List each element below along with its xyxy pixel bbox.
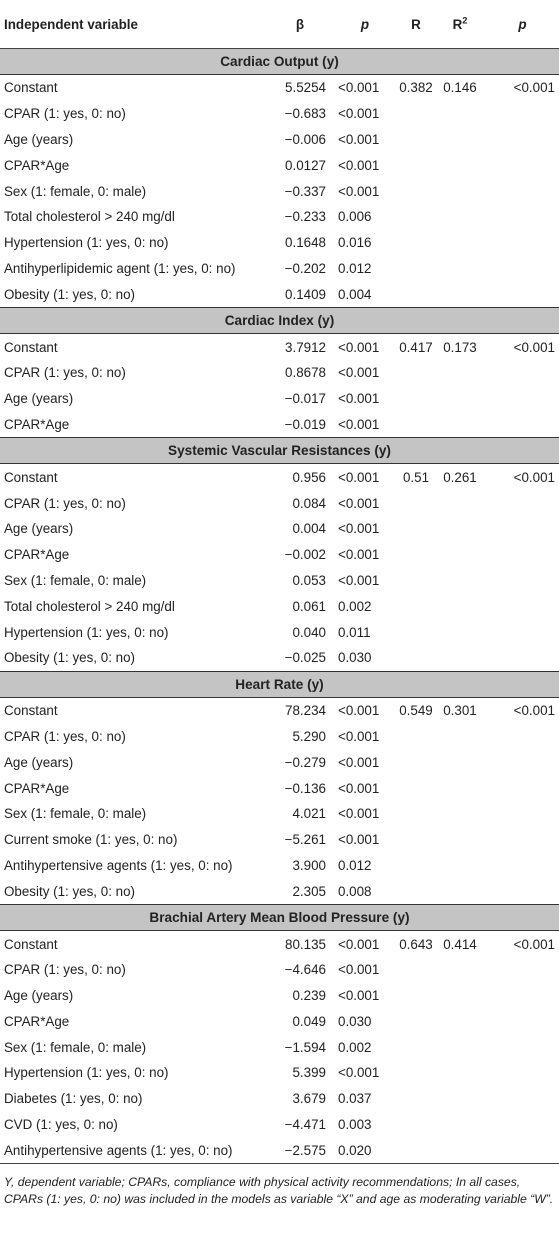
r-cell: [398, 1034, 434, 1060]
beta-cell: 3.679: [292, 1091, 326, 1107]
variable-cell: CPAR (1: yes, 0: no): [4, 365, 126, 381]
beta-cell: 0.1648: [285, 235, 326, 251]
model-p-cell: [486, 490, 559, 516]
r-squared-cell: 0.301: [443, 703, 477, 719]
p-value-cell: <0.001: [338, 988, 380, 1004]
table-row: [0, 983, 559, 1009]
header-independent-variable: Independent variable: [0, 0, 268, 49]
model-p-cell: [486, 1112, 559, 1138]
variable-cell: Antihypertensive agents (1: yes, 0: no): [4, 857, 233, 873]
variable-cell: Diabetes (1: yes, 0: no): [4, 1091, 143, 1107]
model-p-cell: [486, 645, 559, 671]
r-squared-cell: 0.414: [443, 936, 477, 952]
p-value-cell: <0.001: [338, 495, 380, 511]
header-model-p: p: [486, 0, 559, 49]
r-cell: [398, 281, 434, 307]
model-p-cell: [486, 256, 559, 282]
beta-cell: 3.7912: [285, 339, 326, 355]
section-header-row: [0, 905, 559, 931]
variable-cell: Sex (1: female, 0: male): [4, 183, 147, 199]
model-p-cell: [486, 230, 559, 256]
table-row: [0, 334, 559, 360]
table-row: [0, 1034, 559, 1060]
variable-cell: CVD (1: yes, 0: no): [4, 1117, 118, 1133]
model-p-cell: [486, 360, 559, 386]
table-row: [0, 412, 559, 438]
variable-cell: Total cholesterol > 240 mg/dl: [4, 598, 175, 614]
r-squared-cell: [434, 801, 486, 827]
model-p-cell: <0.001: [513, 936, 555, 952]
variable-cell: Obesity (1: yes, 0: no): [4, 286, 135, 302]
table-row: [0, 749, 559, 775]
table-row: [0, 386, 559, 412]
model-p-cell: <0.001: [513, 339, 555, 355]
r-cell: [398, 1060, 434, 1086]
variable-cell: CPAR*Age: [4, 1013, 70, 1029]
r-cell: [398, 957, 434, 983]
r-squared-cell: [434, 593, 486, 619]
model-p-cell: [486, 386, 559, 412]
beta-cell: 3.900: [292, 857, 326, 873]
model-p-cell: [486, 749, 559, 775]
variable-cell: CPAR*Age: [4, 547, 70, 563]
table-row: [0, 775, 559, 801]
r-squared-cell: [434, 412, 486, 438]
r-cell: [398, 360, 434, 386]
table-row: [0, 152, 559, 178]
r-cell: [398, 568, 434, 594]
model-p-cell: [486, 412, 559, 438]
table-row: [0, 1137, 559, 1163]
table-row: [0, 853, 559, 879]
beta-cell: −0.019: [284, 416, 326, 432]
r-cell: [398, 749, 434, 775]
r-cell: [398, 878, 434, 904]
header-beta: β: [268, 0, 332, 49]
r-squared-cell: [434, 1060, 486, 1086]
model-p-cell: [486, 101, 559, 127]
table-row: [0, 127, 559, 153]
model-p-cell: <0.001: [513, 469, 555, 485]
p-value-cell: 0.037: [338, 1091, 372, 1107]
beta-cell: 0.956: [292, 469, 326, 485]
table-header: [0, 0, 559, 49]
beta-cell: 80.135: [285, 936, 326, 952]
table-row: [0, 593, 559, 619]
variable-cell: Antihypertensive agents (1: yes, 0: no): [0, 1137, 268, 1163]
r-squared-cell: [434, 152, 486, 178]
r-cell: [398, 542, 434, 568]
model-p-cell: [486, 593, 559, 619]
model-p-cell: [486, 542, 559, 568]
variable-cell: Hypertension (1: yes, 0: no): [4, 624, 169, 640]
variable-cell: Constant: [4, 936, 58, 952]
p-value-cell: <0.001: [338, 936, 380, 952]
model-p-cell: [486, 1034, 559, 1060]
p-value-cell: <0.001: [338, 806, 380, 822]
section-title: Brachial Artery Mean Blood Pressure (y): [0, 905, 559, 931]
variable-cell: Antihyperlipidemic agent (1: yes, 0: no): [4, 260, 236, 276]
model-p-cell: [486, 1060, 559, 1086]
table-row: [0, 645, 559, 671]
r-squared-cell: [434, 178, 486, 204]
table-row: [0, 801, 559, 827]
r-cell: [398, 204, 434, 230]
model-p-cell: [486, 1086, 559, 1112]
r-cell: [398, 412, 434, 438]
table-row: [0, 490, 559, 516]
model-p-cell: [486, 568, 559, 594]
r-squared-cell: [434, 542, 486, 568]
table-row: [0, 516, 559, 542]
model-p-cell: [486, 127, 559, 153]
r-cell: [398, 516, 434, 542]
r-squared-cell: [434, 724, 486, 750]
r-squared-cell: 0.261: [443, 469, 477, 485]
p-value-cell: 0.008: [338, 883, 372, 899]
model-p-cell: [486, 801, 559, 827]
section-title: Heart Rate (y): [0, 671, 559, 697]
beta-cell: 0.0127: [285, 157, 326, 173]
variable-cell: Obesity (1: yes, 0: no): [4, 883, 135, 899]
r-cell: [398, 152, 434, 178]
variable-cell: Constant: [4, 703, 58, 719]
r-cell: [398, 490, 434, 516]
variable-cell: CPAR (1: yes, 0: no): [4, 495, 126, 511]
model-p-cell: [486, 281, 559, 307]
r-cell: 0.382: [399, 80, 433, 96]
r-cell: [398, 801, 434, 827]
beta-cell: −0.017: [284, 391, 326, 407]
variable-cell: Age (years): [4, 131, 74, 147]
section-header-row: [0, 438, 559, 464]
beta-cell: 0.053: [292, 572, 326, 588]
p-value-cell: 0.030: [338, 650, 372, 666]
p-value-cell: <0.001: [338, 183, 380, 199]
p-value-cell: <0.001: [338, 131, 380, 147]
r-squared-cell: [434, 490, 486, 516]
r-squared-cell: [434, 827, 486, 853]
p-value-cell: 0.012: [338, 857, 372, 873]
model-p-cell: [486, 204, 559, 230]
beta-cell: −1.594: [284, 1039, 326, 1055]
model-p-cell: [486, 516, 559, 542]
beta-cell: 0.084: [292, 495, 326, 511]
table-row: [0, 75, 559, 101]
beta-cell: 0.004: [292, 521, 326, 537]
r-cell: [398, 645, 434, 671]
r-squared-cell: [434, 853, 486, 879]
p-value-cell: 0.002: [338, 1039, 372, 1055]
variable-cell: Age (years): [4, 521, 74, 537]
r-squared-cell: [434, 256, 486, 282]
variable-cell: Current smoke (1: yes, 0: no): [4, 832, 178, 848]
section-header-row: [0, 308, 559, 334]
table-row: [0, 101, 559, 127]
beta-cell: −0.136: [284, 780, 326, 796]
r-cell: [398, 619, 434, 645]
r-cell: [398, 593, 434, 619]
p-value-cell: <0.001: [338, 157, 380, 173]
variable-cell: Age (years): [4, 988, 74, 1004]
p-value-cell: <0.001: [338, 521, 380, 537]
table-row: [0, 178, 559, 204]
p-value-cell: 0.020: [332, 1137, 398, 1163]
variable-cell: CPAR*Age: [4, 416, 70, 432]
p-value-cell: <0.001: [338, 416, 380, 432]
variable-cell: Constant: [4, 80, 58, 96]
header-r2-base: R: [452, 16, 463, 32]
p-value-cell: <0.001: [338, 832, 380, 848]
table-row: [0, 256, 559, 282]
table-row: [0, 204, 559, 230]
p-value-cell: <0.001: [338, 962, 380, 978]
table-row: [0, 360, 559, 386]
r-squared-cell: [434, 749, 486, 775]
table-row: [0, 619, 559, 645]
variable-cell: CPAR*Age: [4, 780, 70, 796]
r-cell: [398, 386, 434, 412]
model-p-cell: [486, 178, 559, 204]
r-squared-cell: 0.173: [443, 339, 477, 355]
model-p-cell: [486, 724, 559, 750]
model-p-cell: [486, 853, 559, 879]
p-value-cell: <0.001: [338, 703, 380, 719]
r-squared-cell: [434, 516, 486, 542]
beta-cell: 0.8678: [285, 365, 326, 381]
beta-cell: 78.234: [285, 703, 326, 719]
r-squared-cell: [434, 775, 486, 801]
table-row: [0, 1060, 559, 1086]
variable-cell: Constant: [4, 339, 58, 355]
variable-cell: Sex (1: female, 0: male): [4, 1039, 147, 1055]
beta-cell: 5.5254: [285, 80, 326, 96]
p-value-cell: <0.001: [338, 572, 380, 588]
r-cell: [398, 1137, 434, 1163]
r-squared-cell: [434, 127, 486, 153]
variable-cell: Age (years): [4, 754, 74, 770]
table-row: [0, 568, 559, 594]
section-title: Cardiac Index (y): [0, 308, 559, 334]
r-squared-cell: [434, 204, 486, 230]
model-p-cell: [486, 152, 559, 178]
p-value-cell: <0.001: [338, 469, 380, 485]
p-value-cell: 0.003: [338, 1117, 372, 1133]
p-value-cell: <0.001: [338, 391, 380, 407]
beta-cell: 5.399: [292, 1065, 326, 1081]
section-header-row: [0, 49, 559, 75]
p-value-cell: 0.030: [338, 1013, 372, 1029]
p-value-cell: <0.001: [338, 365, 380, 381]
variable-cell: Constant: [4, 469, 58, 485]
beta-cell: −0.337: [284, 183, 326, 199]
r-squared-cell: [434, 360, 486, 386]
r-cell: [398, 230, 434, 256]
variable-cell: CPAR (1: yes, 0: no): [4, 962, 126, 978]
model-p-cell: [486, 1009, 559, 1035]
r-squared-cell: [434, 230, 486, 256]
variable-cell: Hypertension (1: yes, 0: no): [4, 235, 169, 251]
p-value-cell: <0.001: [338, 1065, 380, 1081]
beta-cell: 0.049: [292, 1013, 326, 1029]
r-squared-cell: 0.146: [443, 80, 477, 96]
beta-cell: −0.233: [284, 209, 326, 225]
table-row: [0, 1086, 559, 1112]
p-value-cell: <0.001: [338, 547, 380, 563]
variable-cell: Hypertension (1: yes, 0: no): [4, 1065, 169, 1081]
r-cell: 0.417: [399, 339, 433, 355]
beta-cell: −0.279: [284, 754, 326, 770]
header-p: p: [332, 0, 398, 49]
table-row: [0, 697, 559, 723]
r-cell: [398, 101, 434, 127]
section-title: Systemic Vascular Resistances (y): [0, 438, 559, 464]
r-squared-cell: [434, 1137, 486, 1163]
header-r2-superscript: 2: [462, 15, 468, 26]
beta-cell: 0.061: [292, 598, 326, 614]
section-header-row: [0, 671, 559, 697]
variable-cell: CPAR (1: yes, 0: no): [4, 728, 126, 744]
r-cell: 0.549: [399, 703, 433, 719]
variable-cell: CPAR (1: yes, 0: no): [4, 106, 126, 122]
r-cell: [398, 256, 434, 282]
variable-cell: Sex (1: female, 0: male): [4, 806, 147, 822]
table-row: [0, 542, 559, 568]
variable-cell: Age (years): [4, 391, 74, 407]
r-squared-cell: [434, 281, 486, 307]
r-cell: [398, 983, 434, 1009]
r-squared-cell: [434, 878, 486, 904]
model-p-cell: [486, 983, 559, 1009]
p-value-cell: <0.001: [338, 80, 380, 96]
beta-cell: −4.646: [284, 962, 326, 978]
beta-cell: −4.471: [284, 1117, 326, 1133]
table-row: [0, 724, 559, 750]
r-cell: [398, 1009, 434, 1035]
p-value-cell: <0.001: [338, 728, 380, 744]
beta-cell: 4.021: [292, 806, 326, 822]
r-squared-cell: [434, 1086, 486, 1112]
beta-cell: 0.040: [292, 624, 326, 640]
r-cell: [398, 827, 434, 853]
section-title: Cardiac Output (y): [0, 49, 559, 75]
model-p-cell: <0.001: [513, 703, 555, 719]
r-cell: 0.643: [399, 936, 433, 952]
model-p-cell: [486, 957, 559, 983]
r-cell: [398, 1086, 434, 1112]
variable-cell: CPAR*Age: [4, 157, 70, 173]
table-row: [0, 1112, 559, 1138]
variable-cell: Obesity (1: yes, 0: no): [4, 650, 135, 666]
r-squared-cell: [434, 1112, 486, 1138]
table-row: [0, 827, 559, 853]
beta-cell: −0.683: [284, 106, 326, 122]
table-row: [0, 464, 559, 490]
table-row: [0, 281, 559, 307]
table-footnote: Y, dependent variable; CPARs, compliance with physical activity recommendations; In all cases, CPARs (1: yes, 0: no) was included in the models as variable “X” and age as moderating variable “W”.: [4, 1175, 554, 1207]
beta-cell: −5.261: [284, 832, 326, 848]
r-cell: [398, 1112, 434, 1138]
r-squared-cell: [434, 1009, 486, 1035]
r-squared-cell: [434, 568, 486, 594]
table-body: [0, 49, 559, 1164]
p-value-cell: <0.001: [338, 780, 380, 796]
r-squared-cell: [434, 645, 486, 671]
model-p-cell: [486, 878, 559, 904]
p-value-cell: <0.001: [338, 339, 380, 355]
model-p-cell: [486, 619, 559, 645]
beta-cell: 2.305: [292, 883, 326, 899]
p-value-cell: 0.006: [338, 209, 372, 225]
table-row: [0, 957, 559, 983]
r-squared-cell: [434, 957, 486, 983]
p-value-cell: 0.012: [338, 260, 372, 276]
r-squared-cell: [434, 619, 486, 645]
r-squared-cell: [434, 386, 486, 412]
p-value-cell: 0.002: [338, 598, 372, 614]
table-row: [0, 878, 559, 904]
p-value-cell: 0.011: [338, 624, 371, 640]
beta-cell: −0.002: [284, 547, 326, 563]
r-cell: 0.51: [402, 469, 430, 485]
model-p-cell: [486, 827, 559, 853]
beta-cell: 0.239: [292, 988, 326, 1004]
p-value-cell: 0.004: [338, 286, 372, 302]
beta-cell: −2.575: [268, 1137, 332, 1163]
r-squared-cell: [434, 101, 486, 127]
variable-cell: Sex (1: female, 0: male): [4, 572, 147, 588]
r-cell: [398, 775, 434, 801]
header-r-squared: [434, 0, 486, 49]
beta-cell: −0.025: [284, 650, 326, 666]
beta-cell: 5.290: [292, 728, 326, 744]
table-row: [0, 931, 559, 957]
table-row: [0, 230, 559, 256]
beta-cell: −0.006: [284, 131, 326, 147]
r-cell: [398, 178, 434, 204]
r-squared-cell: [434, 983, 486, 1009]
model-p-cell: <0.001: [513, 80, 555, 96]
beta-cell: 0.1409: [285, 286, 326, 302]
model-p-cell: [486, 775, 559, 801]
p-value-cell: <0.001: [338, 106, 380, 122]
beta-cell: −0.202: [284, 260, 326, 276]
r-cell: [398, 724, 434, 750]
p-value-cell: <0.001: [338, 754, 380, 770]
variable-cell: Total cholesterol > 240 mg/dl: [4, 209, 175, 225]
r-cell: [398, 853, 434, 879]
r-squared-cell: [434, 1034, 486, 1060]
p-value-cell: 0.016: [338, 235, 372, 251]
r-cell: [398, 127, 434, 153]
header-r: R: [398, 0, 434, 49]
model-p-cell: [486, 1137, 559, 1163]
table-row: [0, 1009, 559, 1035]
